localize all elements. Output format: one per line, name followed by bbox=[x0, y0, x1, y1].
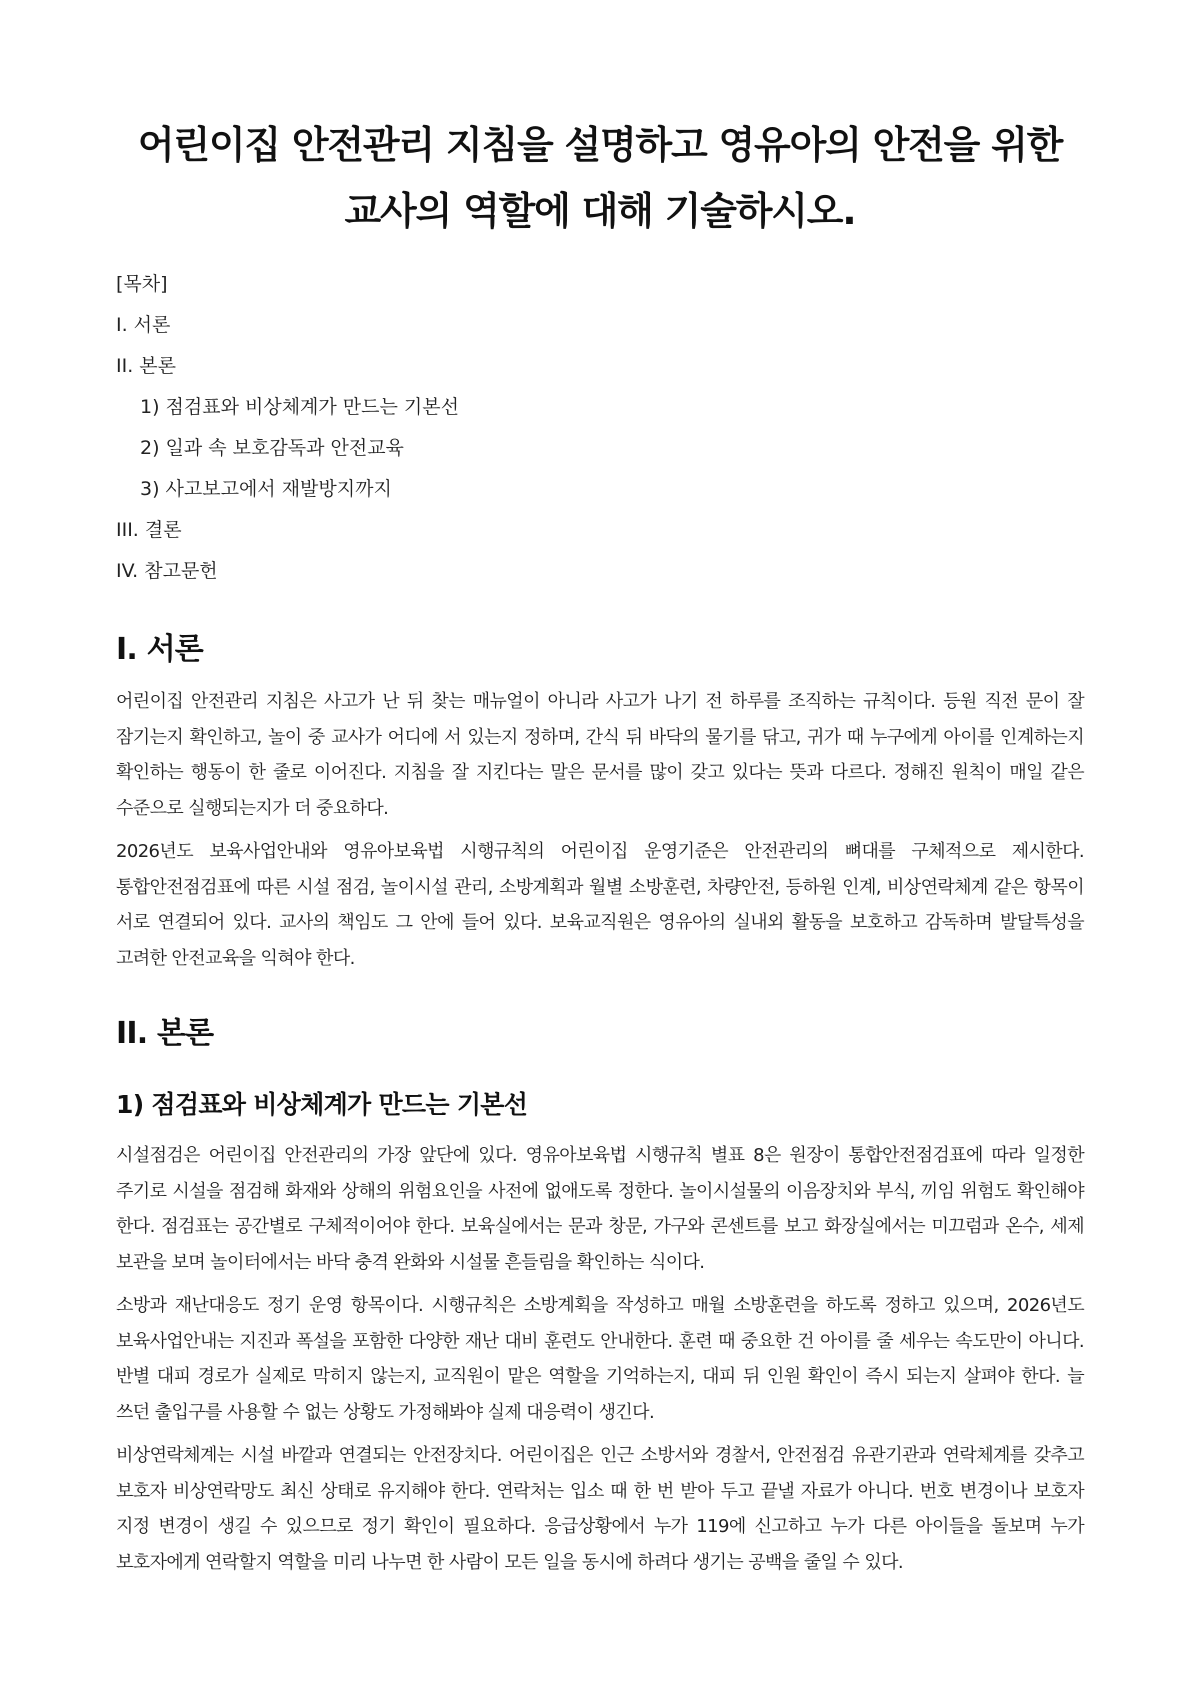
subsection-heading-1: 1) 점검표와 비상체계가 만드는 기본선 bbox=[116, 1090, 528, 1119]
toc-heading: [목차] bbox=[116, 273, 168, 295]
toc-item-sub-1: 1) 점검표와 비상체계가 만드는 기본선 bbox=[140, 396, 459, 418]
toc-item-conclusion: III. 결론 bbox=[116, 519, 182, 541]
table-of-contents bbox=[116, 264, 1084, 592]
section-heading-main-body: II. 본론 bbox=[116, 1016, 214, 1051]
sub1-paragraph-1: 시설점검은 어린이집 안전관리의 가장 앞단에 있다. 영유아보육법 시행규칙 별표 8은 원장이 통합안전점검표에 따라 일정한 주기로 시설을 점검해 화재와 상해의 위험요인을 사전에 없애도록 정한다. 놀이시설물의 이음장치와 부식, 끼임 위험도 확인해야 한다. 점검표는 공간별로 구체적이어야 한다. 보육실에서는 문과 창문, 가구와 콘센트를 보고 화장실에서는 미끄럼과 온수, 세제 보관을 보며 놀이터에서는 바닥 충격 완화와 시설물 흔들림을 확인하는 식이다. bbox=[116, 1145, 1084, 1273]
document-title: 어린이집 안전관리 지침을 설명하고 영유아의 안전을 위한 교사의 역할에 대해 기술하시오. bbox=[137, 123, 1063, 233]
intro-paragraph-2: 2026년도 보육사업안내와 영유아보육법 시행규칙의 어린이집 운영기준은 안전관리의 뼈대를 구체적으로 제시한다. 통합안전점검표에 따른 시설 점검, 놀이시설 관리, 소방계획과 월별 소방훈련, 차량안전, 등하원 인계, 비상연락체계 같은 항목이 서로 연결되어 있다. 교사의 책임도 그 안에 들어 있다. 보육교직원은 영유아의 실내외 활동을 보호하고 감독하며 발달특성을 고려한 안전교육을 익혀야 한다. bbox=[116, 841, 1084, 969]
toc-item-references: IV. 참고문헌 bbox=[116, 560, 218, 582]
section-heading-introduction: I. 서론 bbox=[116, 632, 203, 667]
toc-item-sub-2: 2) 일과 속 보호감독과 안전교육 bbox=[140, 437, 404, 459]
toc-item-introduction: I. 서론 bbox=[116, 314, 171, 336]
toc-item-main-body: II. 본론 bbox=[116, 355, 176, 377]
toc-item-sub-3: 3) 사고보고에서 재발방지까지 bbox=[140, 478, 392, 500]
intro-paragraph-1: 어린이집 안전관리 지침은 사고가 난 뒤 찾는 매뉴얼이 아니라 사고가 나기 전 하루를 조직하는 규칙이다. 등원 직전 문이 잘 잠기는지 확인하고, 놀이 중 교사가 어디에 서 있는지 정하며, 간식 뒤 바닥의 물기를 닦고, 귀가 때 누구에게 아이를 인계하는지 확인하는 행동이 한 줄로 이어진다. 지침을 잘 지킨다는 말은 문서를 많이 갖고 있다는 뜻과 다르다. 정해진 원칙이 매일 같은 수준으로 실행되는지가 더 중요하다. bbox=[116, 691, 1084, 819]
sub1-paragraph-3: 비상연락체계는 시설 바깥과 연결되는 안전장치다. 어린이집은 인근 소방서와 경찰서, 안전점검 유관기관과 연락체계를 갖추고 보호자 비상연락망도 최신 상태로 유지해야 한다. 연락처는 입소 때 한 번 받아 두고 끝낼 자료가 아니다. 번호 변경이나 보호자 지정 변경이 생길 수 있으므로 정기 확인이 필요하다. 응급상황에서 누가 119에 신고하고 누가 다른 아이들을 돌보며 누가 보호자에게 연락할지 역할을 미리 나누면 한 사람이 모든 일을 동시에 하려다 생기는 공백을 줄일 수 있다. bbox=[116, 1445, 1084, 1573]
sub1-paragraph-2: 소방과 재난대응도 정기 운영 항목이다. 시행규칙은 소방계획을 작성하고 매월 소방훈련을 하도록 정하고 있으며, 2026년도 보육사업안내는 지진과 폭설을 포함한 다양한 재난 대비 훈련도 안내한다. 훈련 때 중요한 건 아이를 줄 세우는 속도만이 아니다. 반별 대피 경로가 실제로 막히지 않는지, 교직원이 맡은 역할을 기억하는지, 대피 뒤 인원 확인이 즉시 되는지 살펴야 한다. 늘 쓰던 출입구를 사용할 수 없는 상황도 가정해봐야 실제 대응력이 생긴다. bbox=[116, 1295, 1084, 1423]
